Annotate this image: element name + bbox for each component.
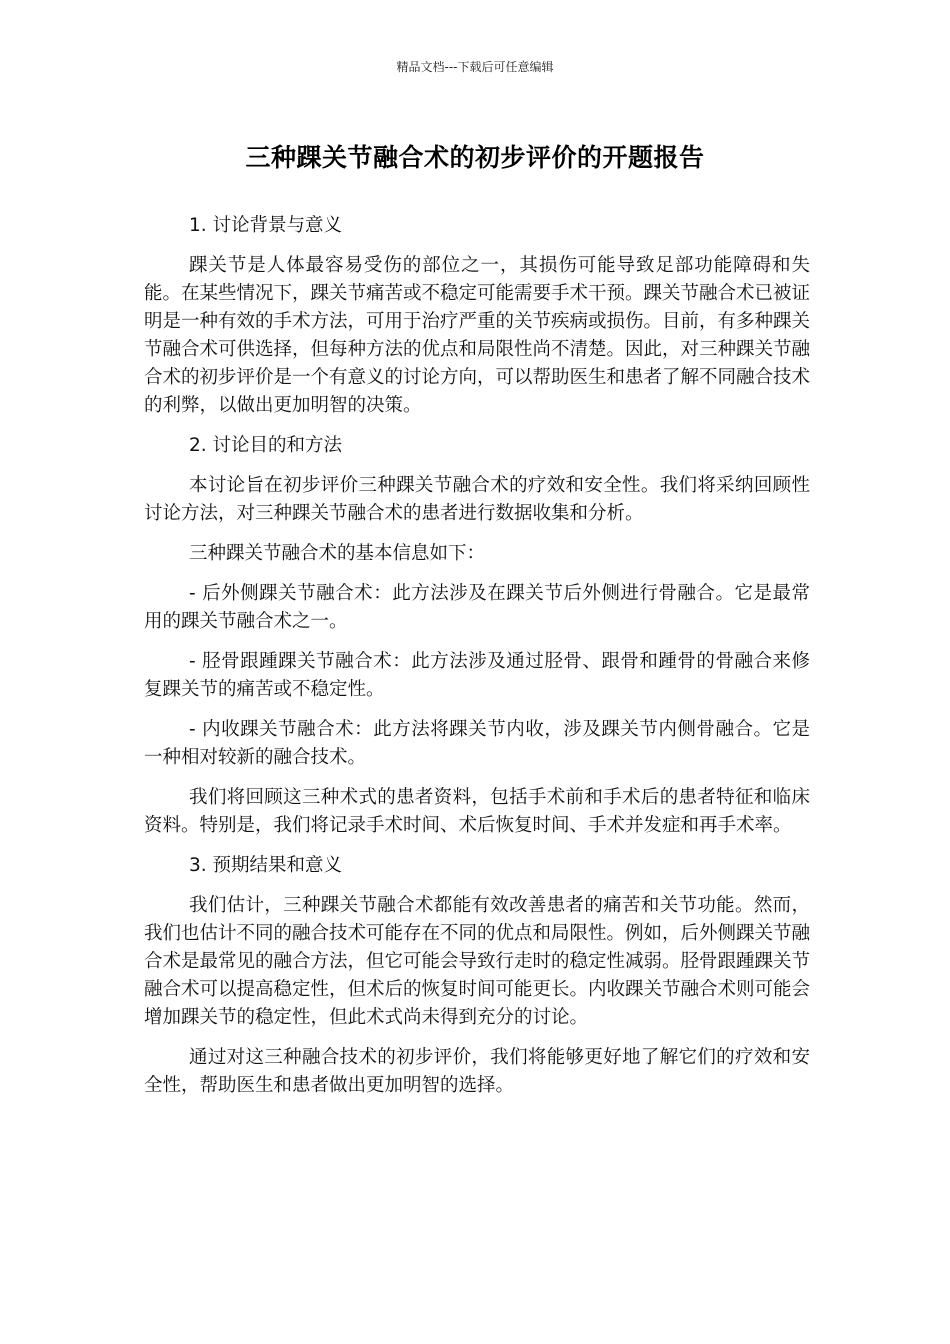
section-heading-objectives: 2. 讨论目的和方法: [189, 435, 343, 456]
paragraph-background: 踝关节是人体最容易受伤的部位之一，其损伤可能导致足部功能障碍和失能。在某些情况下，踝关节痛苦或不稳定可能需要手术干预。踝关节融合术已被证明是一种有效的手术方法，可用于治疗严重的关节疾病或损伤。目前，有多种踝关节融合术可供选择，但每种方法的优点和局限性尚不清楚。因此，对三种踝关节融合术的初步评价是一个有意义的讨论方向，可以帮助医生和患者了解不同融合技术的利弊，以做出更加明智的决策。: [144, 255, 811, 416]
paragraph-expected-results: 我们估计，三种踝关节融合术都能有效改善患者的痛苦和关节功能。然而，我们也估计不同的融合技术可能存在不同的优点和局限性。例如，后外侧踝关节融合术是最常见的融合方法，但它可能会导致行走时的稳定性减弱。胫骨跟踵踝关节融合术可以提高稳定性，但术后的恢复时间可能更长。内收踝关节融合术则可能会增加踝关节的稳定性，但此术式尚未得到充分的讨论。: [144, 895, 811, 1028]
list-item-adduction: - 内收踝关节融合术：此方法将踝关节内收，涉及踝关节内侧骨融合。它是一种相对较新的融合技术。: [144, 719, 810, 768]
list-item-posterolateral: - 后外侧踝关节融合术：此方法涉及在踝关节后外侧进行骨融合。它是最常用的踝关节融合术之一。: [144, 583, 810, 632]
paragraph-review-plan: 我们将回顾这三种术式的患者资料，包括手术前和手术后的患者特征和临床资料。特别是，我们将记录手术时间、术后恢复时间、手术并发症和再手术率。: [144, 787, 810, 836]
paragraph-basic-info: 三种踝关节融合术的基本信息如下：: [189, 543, 486, 564]
document-body: [144, 212, 810, 1112]
paragraph-conclusion: 通过对这三种融合技术的初步评价，我们将能够更好地了解它们的疗效和安全性，帮助医生和患者做出更加明智的选择。: [144, 1047, 810, 1096]
header-note: 精品文档---下载后可任意编辑: [396, 60, 554, 74]
page-title: 三种踝关节融合术的初步评价的开题报告: [245, 143, 705, 172]
section-heading-background: 1. 讨论背景与意义: [189, 215, 343, 236]
paragraph-objectives: 本讨论旨在初步评价三种踝关节融合术的疗效和安全性。我们将采纳回顾性讨论方法，对三种踝关节融合术的患者进行数据收集和分析。: [144, 475, 810, 524]
section-heading-expected-results: 3. 预期结果和意义: [189, 855, 343, 876]
list-item-tibiotalocalcaneal: - 胫骨跟踵踝关节融合术：此方法涉及通过胫骨、跟骨和踵骨的骨融合来修复踝关节的痛苦或不稳定性。: [144, 651, 810, 700]
